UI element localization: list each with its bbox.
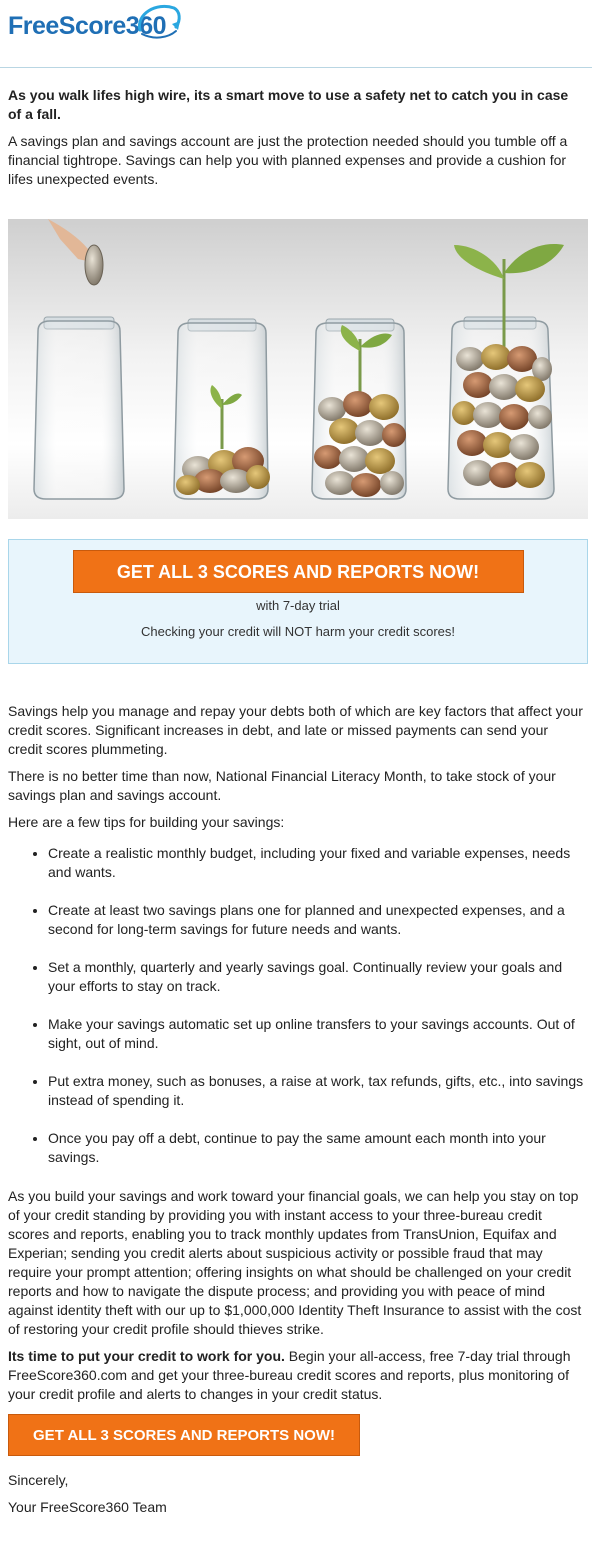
list-item: • Make your savings automatic set up online transfers to your savings accounts. Out of sight, out of mind. [48, 1015, 584, 1053]
cta-box [8, 539, 588, 664]
logo-text-360: 360 [125, 11, 167, 40]
list-item: • Create at least two savings plans one for planned and unexpected expenses, and a second for long-term savings for future needs and wants. [48, 901, 584, 939]
bold-lead: Its time to put your credit to work for you. [8, 1348, 285, 1364]
list-item: • Once you pay off a debt, continue to pay the same amount each month into your savings. [48, 1129, 584, 1167]
paragraph [8, 1347, 584, 1404]
list-item: • Create a realistic monthly budget, including your fixed and variable expenses, needs and wants. [48, 844, 584, 882]
savings-section [8, 702, 584, 1167]
paragraph: Here are a few tips for building your savings: [8, 814, 285, 830]
coin-jars-image [8, 219, 588, 519]
list-item: • Set a monthly, quarterly and yearly savings goal. Continually review your goals and your efforts to stay on track. [48, 958, 584, 996]
sign-off: Sincerely, [8, 1472, 69, 1488]
paragraph: There is no better time than now, National Financial Literacy Month, to take stock of your savings plan and savings account. [8, 768, 556, 803]
get-scores-button[interactable]: GET ALL 3 SCORES AND REPORTS NOW! [73, 550, 524, 593]
signature: Your FreeScore360 Team [8, 1499, 167, 1515]
paragraph: Savings help you manage and repay your debts both of which are key factors that affect your credit scores. Significant increases in debt, and late or missed payments can send your credit scores plummeting. [8, 703, 583, 757]
credit-safe-note: Checking your credit will NOT harm your credit scores! [140, 624, 456, 639]
list-item: • Put extra money, such as bonuses, a raise at work, tax refunds, gifts, etc., into savings instead of spending it. [48, 1072, 584, 1110]
paragraph-rest: Begin your all-access, free 7-day trial through FreeScore360.com and get your three-bureau credit scores and reports, plus monitoring of your credit profile and alerts to changes in your credit status. [8, 1348, 571, 1402]
trial-subtext: with 7-day trial [256, 598, 340, 613]
intro-headline: As you walk lifes high wire, its a smart move to use a safety net to catch you in case of a fall. [8, 87, 569, 122]
intro-body: A savings plan and savings account are just the protection needed should you tumble off a financial tightrope. Savings can help you with planned expenses and provide a cushion for lifes unexpected events. [8, 133, 568, 187]
tips-list [8, 844, 584, 1167]
closing-section [8, 1187, 584, 1517]
get-scores-button-bottom[interactable]: GET ALL 3 SCORES AND REPORTS NOW! [8, 1414, 360, 1456]
freescore360-logo[interactable] [8, 4, 166, 48]
logo-text-freescore: FreeScore [8, 11, 126, 40]
paragraph: As you build your savings and work toward your financial goals, we can help you stay on top of your credit standing by providing you with instant access to your three-bureau credit scores and reports, enabling you to track monthly updates from TransUnion, Equifax and Experian; sending you credit alerts about suspicious activity or possible fraud that may require your prompt attention; offering insights on what should be challenged on your credit reports and how to navigate the dispute process; and providing you with peace of mind against identity theft with our up to $1,000,000 Identity Theft Insurance to assist with the cost of restoring your credit profile should thieves strike. [8, 1188, 582, 1337]
coin-jars-icon [8, 219, 588, 519]
logo-swoosh-icon [134, 0, 182, 44]
email-header [0, 0, 592, 68]
